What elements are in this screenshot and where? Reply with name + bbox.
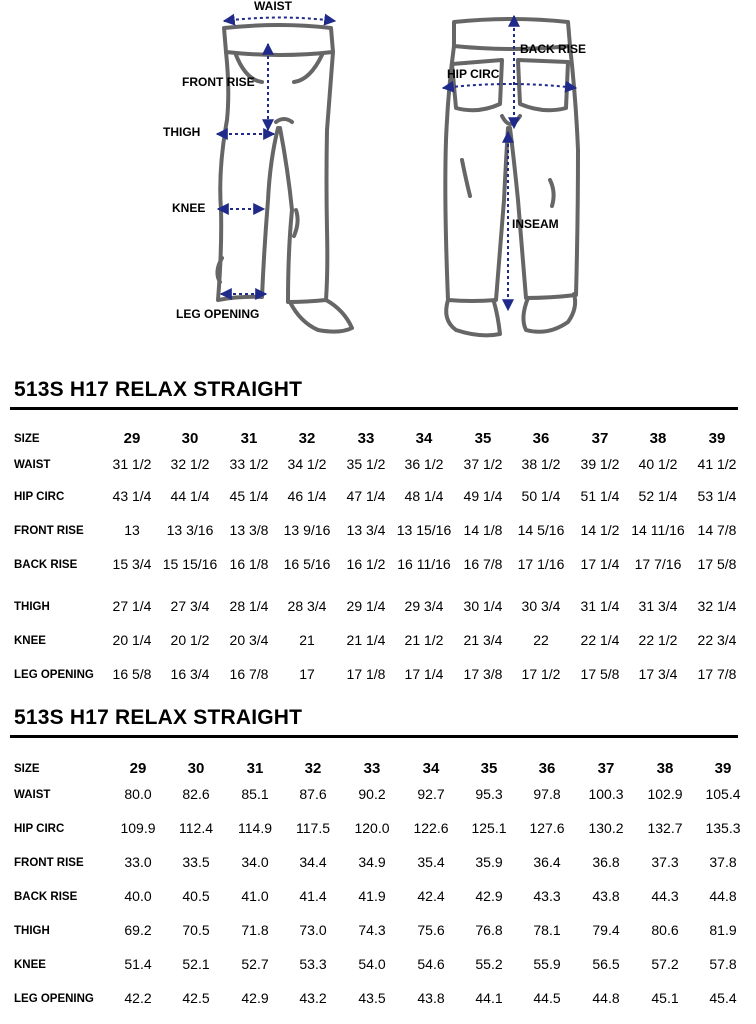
table-cell: 17 5/8 (580, 666, 620, 682)
table-cell: 16 7/8 (229, 666, 269, 682)
row-label: FRONT RISE (14, 857, 84, 869)
row-label: BACK RISE (14, 559, 78, 571)
table-cell: 34.0 (241, 854, 269, 870)
table-cell: 13 3/16 (166, 522, 214, 538)
table-cell: 13 3/4 (346, 522, 386, 538)
row-label: KNEE (14, 635, 46, 647)
table-cell: 44 1/4 (170, 488, 210, 504)
size-label: SIZE (14, 763, 40, 775)
size-col: 30 (181, 430, 199, 447)
table-cell: 17 3/8 (463, 666, 503, 682)
table-cell: 47 1/4 (346, 488, 386, 504)
table-cell: 16 3/4 (170, 666, 210, 682)
table-cell: 41 1/2 (697, 456, 737, 472)
table-cell: 45.4 (709, 990, 737, 1006)
table-cell: 44.3 (651, 888, 679, 904)
table-cell: 105.4 (705, 786, 741, 802)
table-cell: 31 1/2 (112, 456, 152, 472)
table-cell: 40 1/2 (638, 456, 678, 472)
table-cell: 14 7/8 (697, 522, 737, 538)
label-inseam: INSEAM (512, 217, 559, 231)
table-cell: 29 3/4 (404, 598, 444, 614)
table-cell: 31 1/4 (580, 598, 620, 614)
size-col: 39 (714, 760, 732, 777)
table-cell: 100.3 (588, 786, 624, 802)
table-cell: 17 1/16 (517, 556, 565, 572)
table-cell: 130.2 (588, 820, 624, 836)
table-row (0, 888, 756, 908)
size-col: 38 (649, 430, 667, 447)
table-cell: 21 1/2 (404, 632, 444, 648)
table-cell: 97.8 (533, 786, 561, 802)
table-cell: 15 15/16 (162, 556, 218, 572)
table-cell: 135.3 (705, 820, 741, 836)
table-cell: 55.2 (475, 956, 503, 972)
table-cell: 17 5/8 (697, 556, 737, 572)
table-cell: 20 3/4 (229, 632, 269, 648)
table-cell: 17 (299, 666, 315, 682)
table-cell: 75.6 (417, 922, 445, 938)
table-cell: 43 1/4 (112, 488, 152, 504)
table-cell: 52.7 (241, 956, 269, 972)
table-cell: 14 1/8 (463, 522, 503, 538)
table-cell: 44.8 (709, 888, 737, 904)
table-cell: 125.1 (471, 820, 507, 836)
table-cell: 74.3 (358, 922, 386, 938)
table-title: 513S H17 RELAX STRAIGHT (14, 706, 303, 729)
table-cell: 21 3/4 (463, 632, 503, 648)
size-col: 35 (480, 760, 498, 777)
size-label: SIZE (14, 433, 40, 445)
size-col: 39 (708, 430, 726, 447)
table-cell: 35.9 (475, 854, 503, 870)
table-cell: 37.8 (709, 854, 737, 870)
table-cell: 117.5 (296, 820, 330, 836)
table-cell: 22 3/4 (697, 632, 737, 648)
table-cell: 17 7/16 (634, 556, 682, 572)
table-cell: 36.4 (533, 854, 561, 870)
table-cell: 79.4 (592, 922, 620, 938)
table-cell: 32 1/4 (697, 598, 737, 614)
size-col: 38 (656, 760, 674, 777)
row-label: HIP CIRC (14, 823, 65, 835)
size-col: 30 (187, 760, 205, 777)
table-cell: 54.0 (358, 956, 386, 972)
size-col: 29 (123, 430, 141, 447)
table-cell: 13 15/16 (396, 522, 452, 538)
table-row (0, 456, 756, 476)
size-col: 36 (538, 760, 556, 777)
table-cell: 17 1/4 (580, 556, 620, 572)
table-cell: 43.2 (299, 990, 327, 1006)
label-hip-circ: HIP CIRC (447, 67, 500, 81)
table-cell: 43.8 (592, 888, 620, 904)
table-cell: 56.5 (592, 956, 620, 972)
table-cell: 29 1/4 (346, 598, 386, 614)
size-col: 31 (246, 760, 264, 777)
table-cell: 21 (299, 632, 315, 648)
size-col: 31 (240, 430, 258, 447)
row-label: WAIST (14, 789, 51, 801)
table-cell: 16 11/16 (397, 556, 451, 572)
table-cell: 13 3/8 (229, 522, 269, 538)
table-cell: 78.1 (533, 922, 561, 938)
table-cell: 42.5 (182, 990, 210, 1006)
table-cell: 112.4 (179, 820, 213, 836)
table-cell: 38 1/2 (521, 456, 561, 472)
row-label: LEG OPENING (14, 993, 94, 1005)
table-cell: 57.8 (709, 956, 737, 972)
size-col: 33 (357, 430, 375, 447)
table-cell: 36.8 (592, 854, 620, 870)
table-cell: 95.3 (475, 786, 503, 802)
size-header-row (0, 430, 756, 450)
size-col: 36 (532, 430, 550, 447)
table-cell: 22 (533, 632, 549, 648)
table-title: 513S H17 RELAX STRAIGHT (14, 378, 303, 401)
table-cell: 32 1/2 (170, 456, 210, 472)
table-row (0, 922, 756, 942)
table-cell: 48 1/4 (404, 488, 444, 504)
table-cell: 42.9 (241, 990, 269, 1006)
table-cell: 122.6 (413, 820, 449, 836)
table-row (0, 956, 756, 976)
table-cell: 13 9/16 (283, 522, 331, 538)
table-cell: 14 1/2 (580, 522, 620, 538)
table-cell: 14 5/16 (517, 522, 565, 538)
table-cell: 53.3 (299, 956, 327, 972)
table-cell: 42.9 (475, 888, 503, 904)
label-knee: KNEE (172, 201, 206, 215)
table-cell: 20 1/2 (170, 632, 210, 648)
table-cell: 92.7 (417, 786, 445, 802)
table-cell: 15 3/4 (112, 556, 152, 572)
table-cell: 132.7 (647, 820, 683, 836)
table-cell: 35.4 (417, 854, 445, 870)
table-cell: 109.9 (120, 820, 156, 836)
table-cell: 37 1/2 (463, 456, 503, 472)
table-cell: 71.8 (241, 922, 269, 938)
table-cell: 37.3 (651, 854, 679, 870)
table-cell: 44.5 (533, 990, 561, 1006)
table-cell: 36 1/2 (404, 456, 444, 472)
table-cell: 17 3/4 (638, 666, 678, 682)
table-cell: 45 1/4 (229, 488, 269, 504)
table-cell: 40.0 (124, 888, 152, 904)
table-cell: 85.1 (241, 786, 269, 802)
label-back-rise: BACK RISE (520, 42, 587, 56)
table-cell: 28 1/4 (229, 598, 269, 614)
table-cell: 22 1/2 (638, 632, 678, 648)
table-cell: 41.4 (299, 888, 327, 904)
table-cell: 42.2 (124, 990, 152, 1006)
table-cell: 33.0 (124, 854, 152, 870)
table-cell: 81.9 (709, 922, 737, 938)
size-col: 33 (363, 760, 381, 777)
table-cell: 39 1/2 (580, 456, 620, 472)
row-label: FRONT RISE (14, 525, 84, 537)
size-col: 34 (422, 760, 440, 777)
table-cell: 76.8 (475, 922, 503, 938)
label-waist: WAIST (254, 0, 292, 13)
table-cell: 52 1/4 (638, 488, 678, 504)
title-divider (10, 735, 738, 738)
table-cell: 43.3 (533, 888, 561, 904)
row-label: WAIST (14, 459, 51, 471)
table-cell: 30 3/4 (521, 598, 561, 614)
label-thigh: THIGH (163, 125, 201, 139)
table-cell: 52.1 (182, 956, 210, 972)
table-cell: 17 7/8 (697, 666, 737, 682)
table-cell: 35 1/2 (346, 456, 386, 472)
table-cell: 33 1/2 (229, 456, 269, 472)
table-cell: 22 1/4 (580, 632, 620, 648)
size-col: 37 (597, 760, 615, 777)
size-col: 37 (591, 430, 609, 447)
table-cell: 102.9 (647, 786, 683, 802)
table-cell: 16 1/8 (229, 556, 269, 572)
table-cell: 16 5/16 (283, 556, 331, 572)
table-cell: 44.1 (475, 990, 503, 1006)
table-cell: 21 1/4 (346, 632, 386, 648)
table-row (0, 488, 756, 508)
table-cell: 30 1/4 (463, 598, 503, 614)
table-cell: 17 1/2 (521, 666, 561, 682)
table-cell: 20 1/4 (112, 632, 152, 648)
table-cell: 34.9 (358, 854, 386, 870)
table-row (0, 632, 756, 652)
table-cell: 16 1/2 (346, 556, 386, 572)
table-cell: 34 1/2 (287, 456, 327, 472)
table-cell: 31 3/4 (638, 598, 678, 614)
table-cell: 40.5 (182, 888, 210, 904)
table-cell: 127.6 (529, 820, 565, 836)
measurement-diagram (0, 0, 756, 350)
table-cell: 41.0 (241, 888, 269, 904)
table-cell: 73.0 (299, 922, 327, 938)
table-cell: 51 1/4 (580, 488, 620, 504)
table-row (0, 854, 756, 874)
table-cell: 17 1/8 (346, 666, 386, 682)
table-cell: 42.4 (417, 888, 445, 904)
table-cell: 13 (124, 522, 140, 538)
table-cell: 17 1/4 (404, 666, 444, 682)
table-cell: 44.8 (592, 990, 620, 1006)
table-cell: 46 1/4 (287, 488, 327, 504)
table-cell: 53 1/4 (697, 488, 737, 504)
table-cell: 14 11/16 (631, 522, 685, 538)
table-cell: 43.8 (417, 990, 445, 1006)
table-row (0, 556, 756, 576)
table-cell: 43.5 (358, 990, 386, 1006)
table-row (0, 598, 756, 618)
label-leg-opening: LEG OPENING (176, 307, 260, 321)
table-cell: 90.2 (358, 786, 386, 802)
row-label: BACK RISE (14, 891, 78, 903)
table-cell: 87.6 (299, 786, 327, 802)
table-cell: 41.9 (358, 888, 386, 904)
table-cell: 16 5/8 (112, 666, 152, 682)
table-row (0, 990, 756, 1010)
row-label: LEG OPENING (14, 669, 94, 681)
table-row (0, 666, 756, 686)
table-cell: 45.1 (651, 990, 679, 1006)
table-row (0, 786, 756, 806)
size-col: 29 (129, 760, 147, 777)
table-cell: 27 3/4 (170, 598, 210, 614)
table-cell: 70.5 (182, 922, 210, 938)
size-col: 32 (298, 430, 316, 447)
label-front-rise: FRONT RISE (182, 75, 255, 89)
size-header-row (0, 760, 756, 780)
size-col: 35 (474, 430, 492, 447)
table-cell: 55.9 (533, 956, 561, 972)
table-cell: 80.6 (651, 922, 679, 938)
row-label: KNEE (14, 959, 46, 971)
table-row (0, 820, 756, 840)
table-cell: 114.9 (238, 820, 272, 836)
table-cell: 82.6 (182, 786, 210, 802)
title-divider (10, 407, 738, 410)
row-label: THIGH (14, 601, 50, 613)
table-cell: 49 1/4 (463, 488, 503, 504)
table-cell: 51.4 (124, 956, 152, 972)
row-label: HIP CIRC (14, 491, 65, 503)
table-cell: 27 1/4 (112, 598, 152, 614)
table-cell: 80.0 (124, 786, 152, 802)
table-cell: 120.0 (354, 820, 390, 836)
table-cell: 50 1/4 (521, 488, 561, 504)
row-label: THIGH (14, 925, 50, 937)
size-col: 34 (415, 430, 433, 447)
table-cell: 54.6 (417, 956, 445, 972)
table-cell: 33.5 (182, 854, 210, 870)
table-row (0, 522, 756, 542)
jeans-front-illustration (217, 25, 352, 332)
table-cell: 28 3/4 (287, 598, 327, 614)
table-cell: 69.2 (124, 922, 152, 938)
size-col: 32 (304, 760, 322, 777)
table-cell: 57.2 (651, 956, 679, 972)
table-cell: 34.4 (299, 854, 327, 870)
table-cell: 16 7/8 (463, 556, 503, 572)
